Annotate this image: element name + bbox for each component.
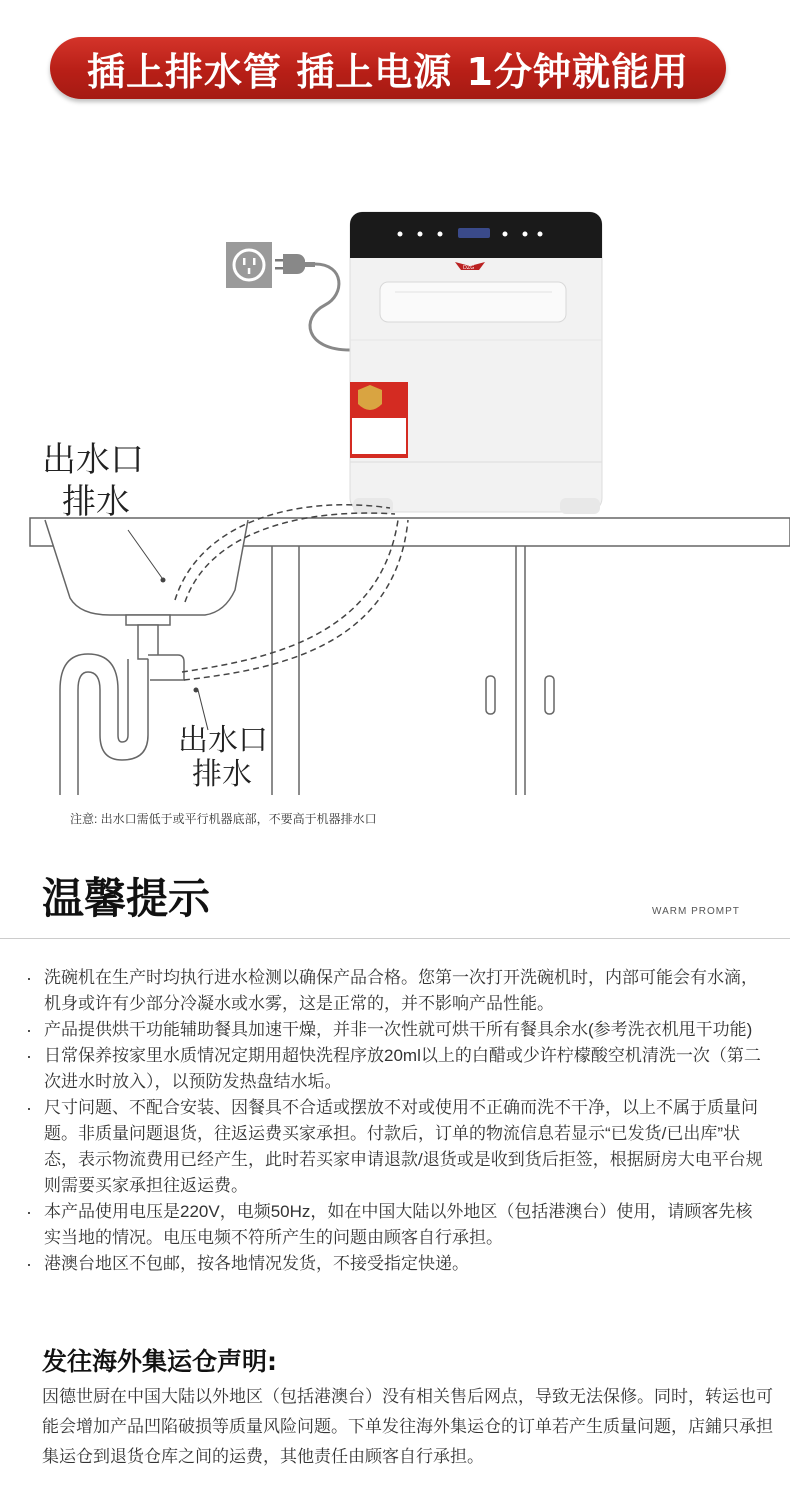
banner-title: 插上排水管 插上电源 1分钟就能用	[87, 49, 689, 94]
list-item: · 洗碗机在生产时均执行进水检测以确保产品合格。您第一次打开洗碗机时，内部可能会有水滴，机身或许有少部分冷凝水或水雾，这是正常的，并不影响产品性能。	[24, 965, 764, 1017]
drain-label-sink: 出水口	[42, 440, 144, 480]
power-plug-icon	[275, 254, 315, 274]
drain-label-pipe-sub: 排水	[192, 757, 252, 792]
drain-label-sink-sub: 排水	[62, 482, 130, 522]
list-item: · 本产品使用电压是220V，电频50Hz，如在中国大陆以外地区（包括港澳台）使用，请顾客先核实当地的情况。电压电频不符所产生的问题由顾客自行承担。	[24, 1199, 764, 1251]
divider	[0, 938, 790, 939]
tips-subtitle: WARM PROMPT	[652, 906, 740, 917]
list-item: · 尺寸问题、不配合安装、因餐具不合适或摆放不对或使用不正确而洗不干净，以上不属于质量问题。非质量问题退货，往返运费买家承担。付款后，订单的物流信息若显示“已发货/已出库”状态，表示物流费用已经产生，此时若买家申请退款/退货或是收到货后拒签，根据厨房大电平台规则需要买家承担往返运费。	[24, 1095, 764, 1199]
list-item: · 港澳台地区不包邮，按各地情况发货，不接受指定快递。	[24, 1251, 764, 1277]
overseas-title: 发往海外集运仓声明:	[42, 1347, 277, 1376]
drain-label-pipe: 出水口	[178, 723, 268, 758]
header-banner	[50, 37, 726, 99]
installation-note: 注意: 出水口需低于或平行机器底部，不要高于机器排水口	[70, 812, 377, 826]
list-item: · 日常保养按家里水质情况定期用超快洗程序放20ml以上的白醋或少许柠檬酸空机清洗一次（第二次进水时放入），以预防发热盘结水垢。	[24, 1043, 764, 1095]
tips-list	[24, 965, 764, 1277]
dishwasher-image	[350, 212, 602, 514]
tips-title: 温馨提示	[42, 874, 211, 923]
overseas-body: 因德世厨在中国大陆以外地区（包括港澳台）没有相关售后网点，导致无法保修。同时，转运也可能会增加产品凹陷破损等质量风险问题。下单发往海外集运仓的订单若产生质量问题，店鋪只承担集运仓到退货仓库之间的运费，其他责任由顾客自行承担。	[42, 1387, 773, 1466]
brand-badge: DZG	[463, 265, 475, 271]
list-item: · 产品提供烘干功能辅助餐具加速干燥，并非一次性就可烘干所有餐具余水(参考洗衣机甩干功能)	[24, 1017, 764, 1043]
wall-socket-icon	[226, 242, 272, 288]
